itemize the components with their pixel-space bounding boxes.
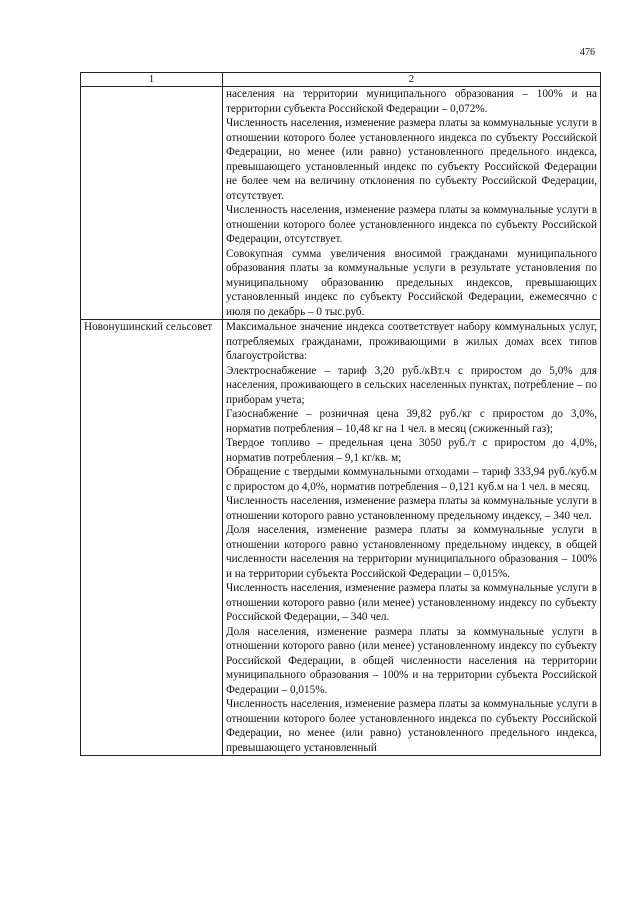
page-number: 476 [580,47,595,58]
column-header-2: 2 [223,73,601,87]
table-header-row [81,73,601,87]
paragraph: Доля населения, изменение размера платы за коммунальные услуги в отношении которого равно установленному предельному индексу, в общей численности населения на территории муниципального образования – 100% и на территории субъекта Российской Федерации – 0,015%. [226,524,597,580]
paragraph: Численность населения, изменение размера платы за коммунальные услуги в отношении которого равно (или менее) установленному индексу по субъекту Российской Федерации, – 340 чел. [226,582,597,623]
paragraph: Численность населения, изменение размера платы за коммунальные услуги в отношении которого равно установленному предельному индексу, – 340 чел. [226,495,597,522]
municipality-description [223,87,601,320]
table-row [81,87,601,320]
paragraph: Твердое топливо – предельная цена 3050 руб./т с приростом до 4,0%, норматив потребления – 9,1 кг/кв. м; [226,437,597,464]
column-header-1: 1 [81,73,223,87]
paragraph: Максимальное значение индекса соответствует набору коммунальных услуг, потребляемых гражданами, проживающими в жилых домах всех типов благоустройства: [226,321,597,362]
municipality-name: Новонушинский сельсовет [81,320,223,756]
paragraph: Численность населения, изменение размера платы за коммунальные услуги в отношении которого более установленного индекса по субъекту Российской Федерации, но менее (или равно) установленного предельного индекса, превышающего установленный [226,698,597,754]
table-row [81,320,601,756]
paragraph: Численность населения, изменение размера платы за коммунальные услуги в отношении которого более установленного индекса по субъекту Российской Федерации, но менее (или равно) установленного предельного индекса, превышающего установленный индекс по субъекту Российской Федерации не более чем на величину отклонения по субъекту Российской Федерации, отсутствует. [226,117,597,202]
paragraph: Доля населения, изменение размера платы за коммунальные услуги в отношении которого равно (или менее) установленному индексу по субъекту Российской Федерации, в общей численности населения на территории муниципального образования – 100% и на территории субъекта Российской Федерации – 0,015%. [226,625,597,696]
municipality-name [81,87,223,320]
paragraph: Совокупная сумма увеличения вносимой гражданами муниципального образования платы за коммунальные услуги в результате установления по муниципальному образованию предельных индексов, превышающих установленный индекс по субъекту Российской Федерации, ежемесячно с июля по декабрь – 0 тыс.руб. [226,247,597,318]
paragraph: Электроснабжение – тариф 3,20 руб./кВт.ч с приростом до 5,0% для населения, проживающего в сельских населенных пунктах, потребление – по приборам учета; [226,364,597,406]
tariff-table [80,72,601,756]
paragraph: населения на территории муниципального образования – 100% и на территории субъекта Российской Федерации – 0,072%. [226,88,597,115]
paragraph: Газоснабжение – розничная цена 39,82 руб./кг с приростом до 3,0%, норматив потребления – 10,48 кг на 1 чел. в месяц (сжиженный газ); [226,408,597,435]
paragraph: Численность населения, изменение размера платы за коммунальные услуги в отношении которого более установленного индекса по субъекту Российской Федерации, отсутствует. [226,204,597,245]
paragraph: Обращение с твердыми коммунальными отходами – тариф 333,94 руб./куб.м с приростом до 4,0%, норматив потребления – 0,121 куб.м на 1 чел. в месяц. [226,466,597,493]
municipality-description [223,320,601,756]
